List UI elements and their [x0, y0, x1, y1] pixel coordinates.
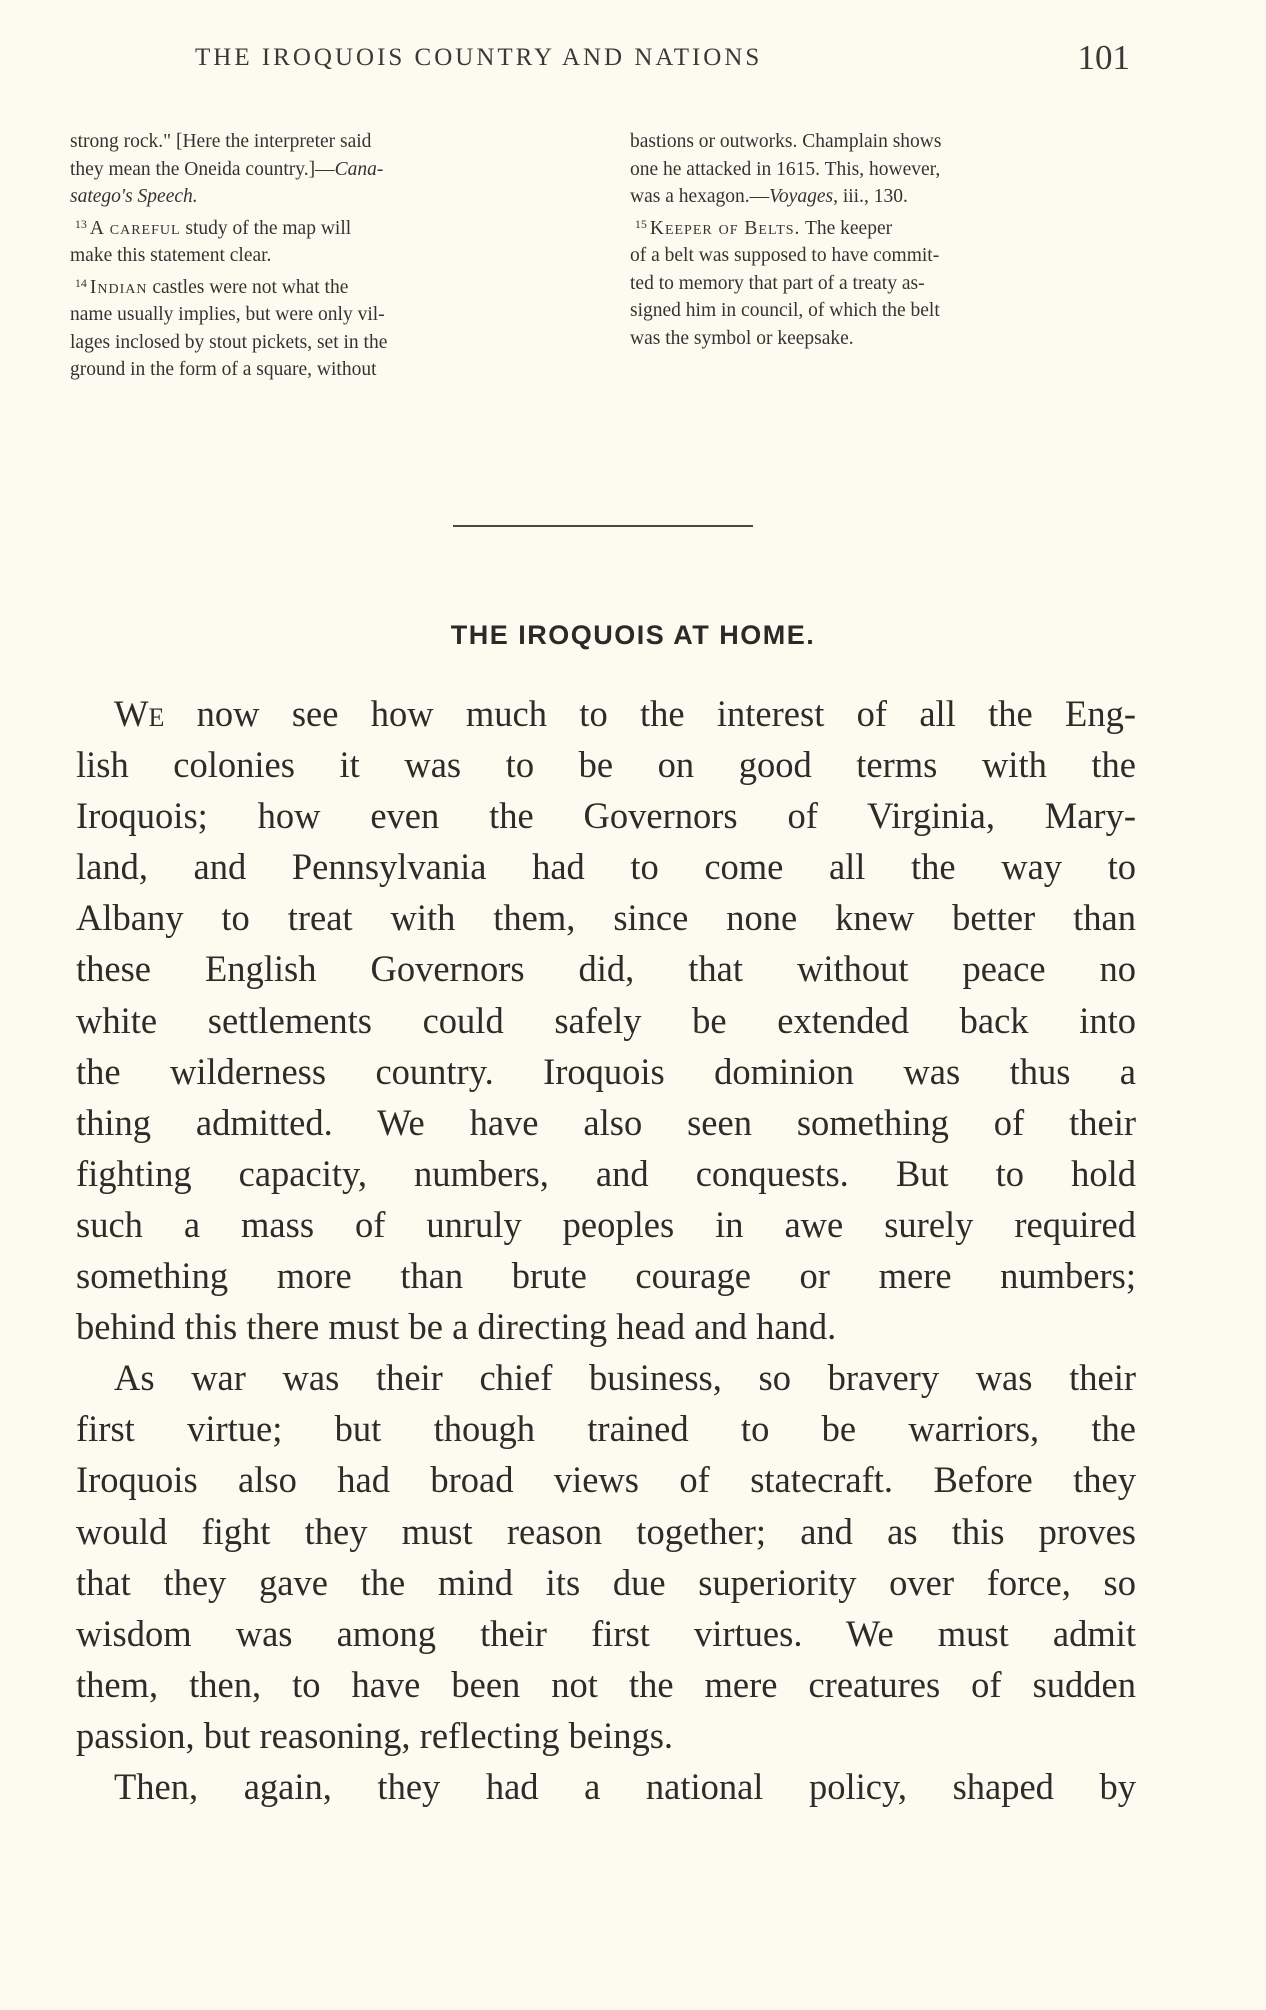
paragraph-line: that they gave the mind its due superiority over force, so [76, 1561, 1136, 1603]
paragraph-line: fighting capacity, numbers, and conquests. But to hold [76, 1152, 1136, 1194]
paragraph-line: Iroquois; how even the Governors of Virginia, Mary- [76, 795, 1136, 837]
section-heading: THE IROQUOIS AT HOME. [450, 620, 816, 650]
paragraph-line: these English Governors did, that without peace no [76, 948, 1136, 990]
running-title: THE IROQUOIS COUNTRY AND NATIONS [195, 44, 763, 71]
footnote-line: was the symbol or keepsake. [630, 327, 854, 349]
paragraph-line: them, then, to have been not the mere creatures of sudden [76, 1663, 1136, 1705]
paragraph-line: As war was their chief business, so bravery was their [114, 1357, 1136, 1399]
footnote-line: was a hexagon.—Voyages, iii., 130. [630, 186, 908, 207]
footnotes-right-column [630, 128, 1130, 352]
footnote-line: strong rock." [Here the interpreter said [70, 131, 372, 152]
running-head [195, 38, 1130, 78]
footnote-line: signed him in council, of which the belt [630, 300, 940, 321]
paragraph-line: white settlements could safely be extended back into [76, 999, 1136, 1041]
paragraph-line: Iroquois also had broad views of statecraft. Before they [76, 1459, 1136, 1501]
footnote-number: 13 [74, 216, 87, 231]
footnote-line: make this statement clear. [70, 245, 272, 266]
paragraph-line: wisdom was among their first virtues. We must admit [76, 1612, 1136, 1654]
footnotes-left-column [70, 128, 570, 384]
paragraph-line: We now see how much to the interest of all the Eng- [114, 693, 1136, 734]
footnote-number: 14 [74, 275, 87, 290]
footnote-line: one he attacked in 1615. This, however, [630, 158, 941, 180]
footnote-line: satego's Speech. [70, 186, 198, 207]
footnote-line: ground in the form of a square, without [70, 359, 377, 380]
paragraph-line: land, and Pennsylvania had to come all the way to [76, 846, 1136, 888]
footnote-line: ted to memory that part of a treaty as- [630, 272, 925, 294]
paragraph-line: the wilderness country. Iroquois dominion was thus a [76, 1050, 1136, 1092]
footnote-number: 15 [634, 216, 647, 231]
paragraph-line: something more than brute courage or mere numbers; [76, 1255, 1136, 1297]
footnote-13: $^{13}$ A careful study of the map will [74, 216, 352, 239]
paragraph-line: Albany to treat with them, since none knew better than [76, 897, 1136, 939]
footnote-line: bastions or outworks. Champlain shows [630, 131, 942, 152]
paragraph-line: such a mass of unruly peoples in awe surely required [76, 1203, 1136, 1245]
paragraph-line: first virtue; but though trained to be warriors, the [76, 1408, 1136, 1450]
footnote-14: $^{14}$ Indian castles were not what the [74, 275, 349, 298]
footnote-line: name usually implies, but were only vil- [70, 304, 385, 325]
footnote-line: of a belt was supposed to have commit- [630, 245, 940, 266]
paragraph-line: would fight they must reason together; and as this proves [76, 1510, 1136, 1552]
section-divider [453, 525, 753, 527]
footnote-15: $^{15}$ Keeper of Belts. The keeper [634, 216, 893, 239]
body-text [76, 688, 1136, 1812]
paragraph-line: passion, but reasoning, reflecting beings. [76, 1714, 674, 1756]
footnote-line: they mean the Oneida country.]—Cana- [70, 158, 384, 180]
paragraph-line: thing admitted. We have also seen something of their [76, 1101, 1136, 1143]
footnote-line: lages inclosed by stout pickets, set in the [70, 331, 388, 353]
page-number: 101 [1077, 38, 1130, 77]
paragraph-line: lish colonies it was to be on good terms with the [76, 744, 1136, 786]
paragraph-line: behind this there must be a directing head and hand. [76, 1306, 837, 1348]
paragraph-line: Then, again, they had a national policy, shaped by [114, 1765, 1136, 1807]
